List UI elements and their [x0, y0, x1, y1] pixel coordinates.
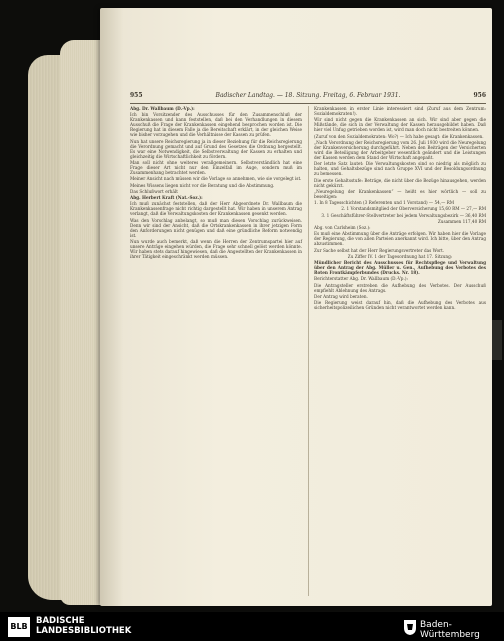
- paragraph: Wir sind nicht gegen die Krankenkassen an sich. Wir sind aber gegen die Mißstände, die sich in der Verwaltung der Kassen herausgebildet haben. Daß hier viel Unfug getrieben worden ist, wird man doch nicht bestreiten können.: [314, 117, 486, 133]
- column-divider: [308, 106, 309, 596]
- blb-line2: LANDESBIBLIOTHEK: [36, 626, 132, 636]
- blb-logo-text: [36, 616, 131, 636]
- blb-logo-icon: BLB: [8, 617, 30, 637]
- amount-line: 2. 1 Vorstandsmitglied der Oberversicherung 15,60 RM — 27,— RM: [341, 206, 486, 212]
- paragraph: „Neuregelung der Krankenkassen“ — heißt es hier wörtlich — soll zu beseitigen:: [314, 188, 486, 199]
- paragraph: Die erste Gehaltsstufe: Beträge, die nicht über die Bezüge hinausgehen, werden nicht gekürzt.: [314, 177, 486, 188]
- paragraph: Meiner Ansicht nach müssen wir die Vorlage so annehmen, wie sie vorgelegt ist.: [130, 176, 302, 182]
- header-rule: [130, 103, 486, 104]
- paragraph: Der letzte Satz lautet: Die Verwaltungskosten sind so niedrig als möglich zu halten, und Gehaltsbezüge sind nach Gruppe XVI und der Besoldungsordnung zu bemessen.: [314, 161, 486, 177]
- paragraph: Was den Vorschlag anbelangt, so muß man diesen Vorschlag zurückweisen. Denn wir sind der Ansicht, daß die Ortskrankenkassen in ihrer jetzigen Form den Anforderungen nicht genügen und daß eine gründliche Reform notwendig ist.: [130, 217, 302, 238]
- paragraph: Nun hat unsere Reichsregierung ja in dieser Beziehung für die Reichsregierung die Verordnung gemacht und auf Grund des Gesetzes die Ordnung hergestellt. Es war eine Notwendigkeit, die Selbstverwaltung der Kassen zu erhalten und gleichzeitig die Wirtschaftlichkeit zu fördern.: [130, 138, 302, 159]
- paragraph: Die Regierung weist darauf hin, daß die Aufhebung des Verbotes aus sicherheitspolizeilichen Gründen nicht verantwortet werden kann.: [314, 300, 486, 311]
- paragraph: (Zuruf von den Sozialdemokraten: Wo?) — Ich habe gesagt: die Krankenkassen.: [314, 133, 484, 139]
- paragraph: Meines Wissens liegen nicht vor die Beratung und die Abstimmung.: [130, 182, 275, 188]
- speaker-label: Abg. Dr. Wallbaum (D.-Vp.):: [130, 106, 195, 111]
- paragraph: 1. In 8 Tagesschichten (3 Referenten und 1 Vorstand) — 54,— RM: [314, 200, 455, 206]
- bw-lion-icon: [402, 618, 418, 636]
- section-heading: Zu Ziffer IV. 1 der Tagesordnung hat 17. Sitzung:: [347, 253, 453, 259]
- report-title: Mündlicher Bericht des Ausschusses für Rechtspflege und Verwaltung über den Antrag der Abg. Müller u. Gen., Aufhebung des Verbotes des Roten Frontkämpferbundes (Drucks. Nr. 18).: [314, 260, 486, 276]
- amount-line: Zusammen 117,40 RM: [437, 218, 486, 224]
- paragraph: Berichterstatter Abg. Dr. Wallbaum (D.-Vp.):: [314, 276, 408, 282]
- page-number-right: 956: [473, 92, 486, 99]
- blb-line1: BADISCHE: [36, 616, 85, 626]
- page-number-left: 955: [130, 92, 143, 99]
- left-text-column: [130, 106, 302, 260]
- paragraph: Ich bin Vorsitzender des Ausschusses für den Zusammenschluß der Krankenkassen und kann feststellen, daß bei den Verhandlungen in diesem Ausschuß die Frage der Krankenkassen eingehend besprochen worden ist. Die Regierung hat in diesem Falle ja die Bereitschaft erklärt, in der gleichen Weise wie bisher vorzugehen und die Verhältnisse der Kassen zu prüfen.: [130, 112, 302, 138]
- paragraph: Zur Sache selbst hat der Herr Regierungsvertreter das Wort.: [314, 247, 445, 253]
- paragraph: Nun wurde auch bemerkt, daß wenn die Herren der Zentrumspartei hier auf unsere Anträge eingehen würden, die Frage sehr schnell gelöst werden könnte. Wir haben stets darauf hingewiesen, daß die Angestellten der Krankenkassen in ihrer Tätigkeit eingeschränkt werden müssen.: [130, 239, 302, 260]
- running-header: [130, 92, 486, 102]
- paragraph: Krankenkassen in erster Linie interessiert sind (Zuruf aus dem Zentrum: Sozialdemokraten!).: [314, 106, 486, 117]
- paragraph: Der Antrag wird beraten.: [314, 293, 368, 299]
- paragraph: Man soll nicht ohne weiteres verallgemeinern. Selbstverständlich hat eine Frage dieser Art nicht nur den Einzelfall im Auge, sondern muß im Zusammenhang betrachtet werden.: [130, 160, 302, 176]
- paragraph: Abg. von Carlsheim (Soz.):: [314, 225, 371, 231]
- right-text-column: [314, 106, 486, 311]
- paragraph: Das Schlußwort erhält: [130, 188, 178, 194]
- amount-line: 3. 1 Geschäftsführer-Stellvertreter bei jedem Verwaltungsbezirk — 36,40 RM: [321, 212, 486, 218]
- paragraph: Ich muß zunächst feststellen, daß der Herr Abgeordnete Dr. Wallbaum die Krankenkassenfrage nicht richtig dargestellt hat. Wir haben in unserem Antrag verlangt, daß die Verwaltungskosten der Krankenkassen gesenkt werden.: [130, 201, 302, 217]
- paragraph: „Nach Verordnung der Reichsregierung vom 26. Juli 1930 wird die Neuregelung der Krankenversicherung durchgeführt. Neben den Beiträgen der Versicherten wird die Beteiligung der Arbeitgeber wesentlich geändert und die Leistungen der Kassen werden dem Stand der Wirtschaft angepaßt.: [314, 139, 486, 160]
- header-title: Badischer Landtag. — 18. Sitzung. Freitag, 6. Februar 1931.: [215, 92, 401, 99]
- paragraph: Es muß eine Abstimmung über die Anträge erfolgen. Wir haben hier die Vorlage der Regierung, die von allen Parteien anerkannt wird. Ich bitte, über den Antrag abzustimmen.: [314, 231, 486, 247]
- paragraph: Die Antragsteller erstreben die Aufhebung des Verbotes. Der Ausschuß empfiehlt Ablehnung des Antrags.: [314, 282, 486, 293]
- speaker-label: Abg. Herbert Kraft (Nat.-Soz.):: [130, 195, 203, 201]
- bookmark-tab: [492, 320, 502, 360]
- bw-logo-text: Baden-Württemberg: [420, 620, 480, 640]
